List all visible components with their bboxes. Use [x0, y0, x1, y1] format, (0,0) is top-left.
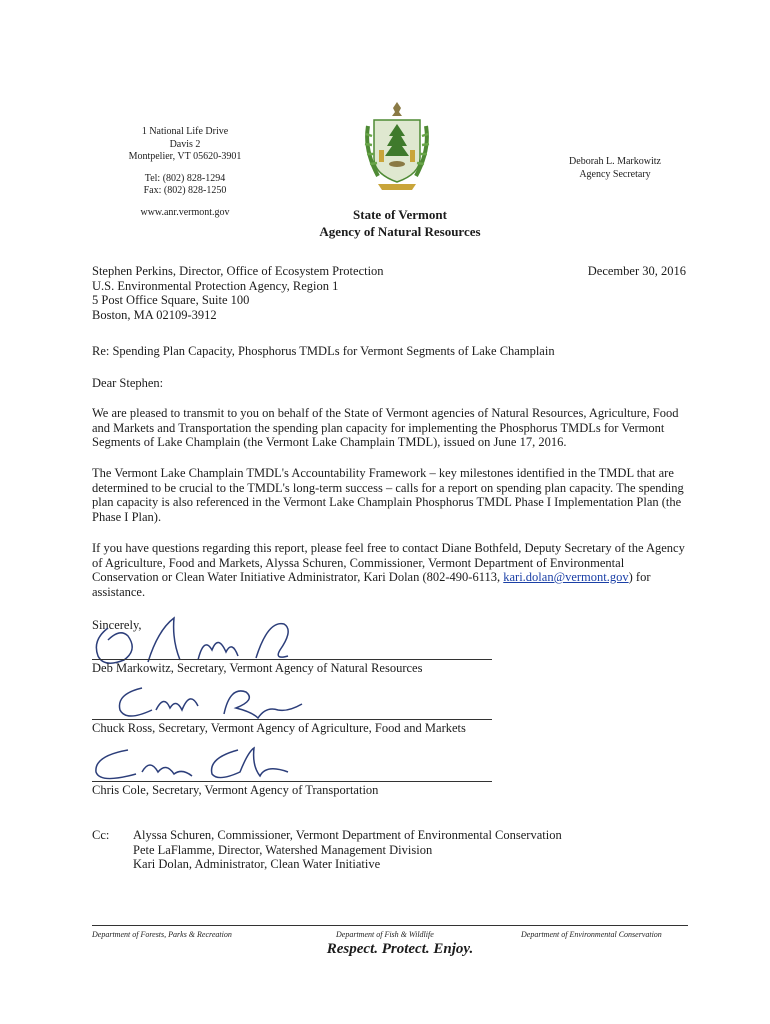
fax: Fax: (802) 828-1250	[143, 185, 227, 196]
paragraph-3	[92, 541, 692, 599]
address-line-3: Montpelier, VT 05620-3901	[128, 151, 242, 162]
agency-name: Agency of Natural Resources	[319, 224, 481, 239]
signatory-2: Chuck Ross, Secretary, Vermont Agency of Agriculture, Food and Markets	[92, 721, 466, 735]
telephone: Tel: (802) 828-1294	[144, 172, 226, 184]
agency-heading	[290, 206, 510, 240]
paragraph-1: We are pleased to transmit to you on behalf of the State of Vermont agencies of Natural Resources, Agriculture, Food and Markets and Transportation the spending plan capacity for implementing the Phosphorus TMDLs for Vermont Segments of Lake Champlain (the Vermont Lake Champlain TMDL), issued on June 17, 2016.	[92, 406, 679, 449]
secretary-name: Deborah L. Markowitz	[569, 156, 661, 167]
secretary-title: Agency Secretary	[579, 168, 651, 180]
paragraph-3-end: ) for assistance.	[92, 570, 651, 599]
cc-recipient-3: Kari Dolan, Administrator, Clean Water Initiative	[133, 857, 381, 871]
recipient-address	[92, 264, 492, 322]
paragraph-3-text: If you have questions regarding this report, please feel free to contact Diane Bothfeld, Deputy Secretary of the Agency of Agriculture, Food and Markets, Alyssa Schuren, Commissioner, Vermont Department of Environmental Conservation or Clean Water Initiative Administrator, Kari Dolan (802-490-6113,	[92, 541, 685, 584]
recipient-line-3: 5 Post Office Square, Suite 100	[92, 293, 250, 307]
cc-label: Cc:	[92, 828, 110, 842]
signature-line-1	[92, 659, 492, 676]
secretary-block	[560, 156, 670, 181]
recipient-line-2: U.S. Environmental Protection Agency, Region 1	[92, 278, 339, 293]
cc-recipient-2: Pete LaFlamme, Director, Watershed Management Division	[133, 842, 433, 857]
email-link[interactable]: kari.dolan@vermont.gov	[503, 570, 629, 584]
salutation: Dear Stephen:	[92, 376, 164, 390]
signatory-3: Chris Cole, Secretary, Vermont Agency of Transportation	[92, 783, 379, 797]
subject-line: Re: Spending Plan Capacity, Phosphorus TMDLs for Vermont Segments of Lake Champlain	[92, 344, 555, 358]
cc-recipient-1: Alyssa Schuren, Commissioner, Vermont Department of Environmental Conservation	[133, 828, 562, 842]
closing: Sincerely,	[92, 618, 142, 632]
address-line-1: 1 National Life Drive	[141, 126, 229, 137]
agency-state: State of Vermont	[353, 207, 447, 222]
footer-dept-forests: Department of Forests, Parks & Recreation	[92, 930, 232, 939]
signature-line-2	[92, 719, 492, 736]
return-address	[120, 126, 250, 219]
recipient-line-1: Stephen Perkins, Director, Office of Ecosystem Protection	[92, 264, 384, 278]
paragraph-2: The Vermont Lake Champlain TMDL's Accountability Framework – key milestones identified in the TMDL that are determined to be crucial to the TMDL's long-term success – calls for a report on spending plan capacity. The spending plan capacity is also referenced in the Vermont Lake Champlain Phosphorus TMDL Phase I Implementation Plan (the Phase I Plan).	[92, 466, 684, 524]
website: www.anr.vermont.gov	[140, 206, 230, 218]
footer-divider	[92, 925, 688, 926]
cc-list	[133, 828, 693, 872]
signatory-1: Deb Markowitz, Secretary, Vermont Agency of Natural Resources	[92, 661, 423, 675]
letter-date: December 30, 2016	[587, 264, 686, 278]
signature-ross	[108, 680, 308, 724]
address-line-2: Davis 2	[169, 138, 201, 150]
recipient-line-4: Boston, MA 02109-3912	[92, 307, 217, 322]
footer-dept-fish-wildlife: Department of Fish & Wildlife	[336, 930, 434, 939]
footer-motto: Respect. Protect. Enjoy.	[326, 941, 474, 957]
signature-line-3	[92, 781, 492, 798]
vermont-state-seal-icon	[362, 100, 432, 196]
footer-dept-environmental: Department of Environmental Conservation	[521, 930, 662, 939]
